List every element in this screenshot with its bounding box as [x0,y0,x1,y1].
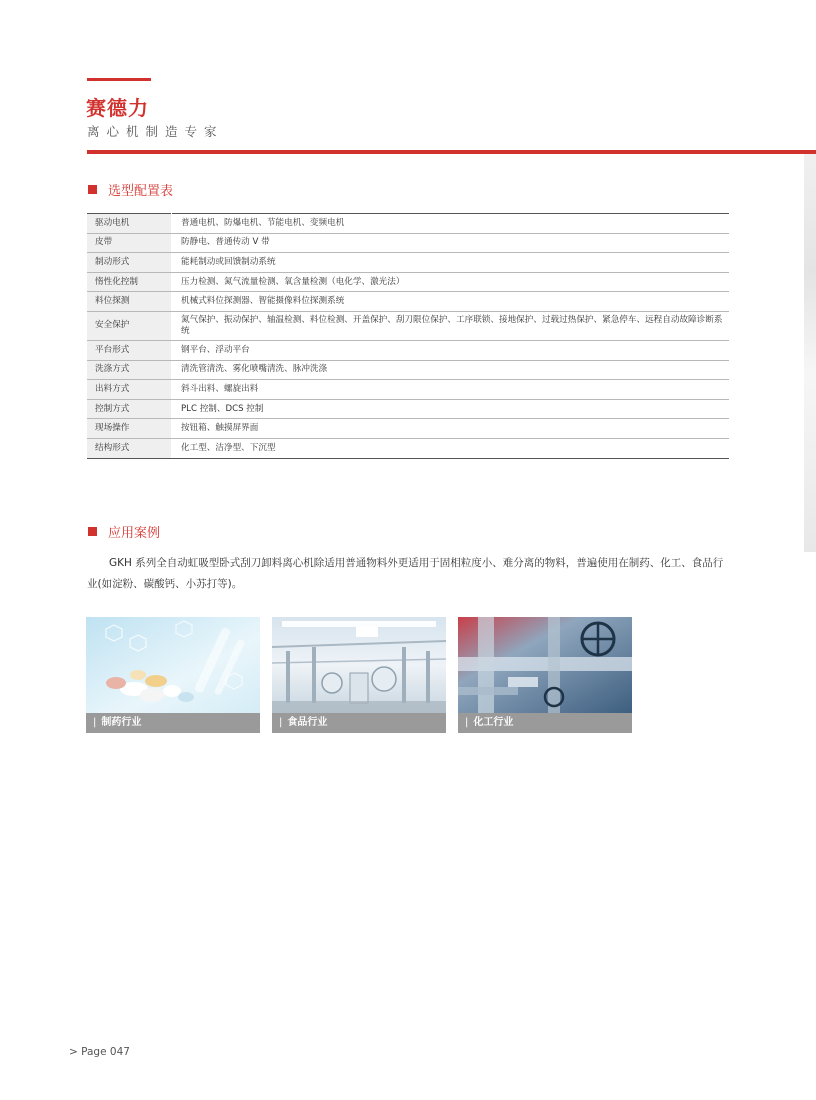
header-accent-bar [87,78,151,81]
table-row [87,340,729,360]
section-title-config-text: 选型配置表 [108,184,174,199]
config-value: 斜斗出料、螺旋出料 [172,380,730,400]
config-value: 能耗制动或回馈制动系统 [172,253,730,273]
table-row [87,233,729,253]
table-row [87,253,729,273]
config-value: 清洗管清洗、雾化喷嘴清洗、脉冲洗涤 [172,360,730,380]
pipe-divider-icon: | [279,717,283,728]
config-key: 料位探测 [87,292,172,312]
table-row [87,292,729,312]
config-table [87,213,729,459]
config-key: 安全保护 [87,311,172,340]
application-description: GKH 系列全自动虹吸型卧式刮刀卸料离心机除适用普通物料外更适用于固相粒度小、难分离的物料，普遍使用在制药、化工、食品行业(如淀粉、碳酸钙、小苏打等)。 [87,557,724,590]
config-key: 洗涤方式 [87,360,172,380]
config-key: 现场操作 [87,419,172,439]
case-label: 化工行业 [473,717,514,728]
square-bullet-icon [88,185,97,194]
header-divider [87,150,816,154]
brand-name: 赛德力 [86,96,149,120]
chemical-plant-photo [458,617,632,713]
case-label-bar [86,713,260,733]
config-value: 化工型、洁净型、下沉型 [172,438,730,458]
side-decorative-strip [804,154,816,552]
config-value: 按钮箱、触摸屏界面 [172,419,730,439]
table-row [87,438,729,458]
brand-slogan: 离心机制造专家 [87,124,224,139]
config-value: 防静电、普通传动 V 带 [172,233,730,253]
table-row [87,419,729,439]
config-key: 控制方式 [87,399,172,419]
food-factory-photo [272,617,446,713]
case-card-pharma [86,617,260,733]
config-key: 平台形式 [87,340,172,360]
config-value: 氮气保护、振动保护、轴温检测、料位检测、开盖保护、刮刀限位保护、工序联锁、接地保护、过载过热保护、紧急停车、远程自动故障诊断系统 [172,311,730,340]
table-row [87,360,729,380]
config-key: 出料方式 [87,380,172,400]
config-key: 惰性化控制 [87,272,172,292]
case-card-food [272,617,446,733]
case-label: 食品行业 [287,717,328,728]
table-row [87,380,729,400]
config-key: 结构形式 [87,438,172,458]
table-row [87,214,729,234]
pipe-divider-icon: | [465,717,469,728]
case-card-chemical [458,617,632,733]
pharma-photo [86,617,260,713]
section-title-cases [88,522,160,541]
section-title-cases-text: 应用案例 [108,526,161,541]
section-title-config [88,180,173,199]
case-label: 制药行业 [101,717,142,728]
table-row [87,272,729,292]
pipe-divider-icon: | [93,717,97,728]
case-label-bar [272,713,446,733]
config-key: 制动形式 [87,253,172,273]
config-key: 驱动电机 [87,214,172,234]
config-value: 压力检测、氮气流量检测、氧含量检测（电化学、激光法） [172,272,730,292]
case-label-bar [458,713,632,733]
config-value: 钢平台、浮动平台 [172,340,730,360]
config-value: 普通电机、防爆电机、节能电机、变频电机 [172,214,730,234]
config-value: 机械式料位探测器、智能摄像料位探测系统 [172,292,730,312]
square-bullet-icon [88,527,97,536]
page-number: > Page 047 [69,1046,130,1058]
table-row [87,311,729,340]
config-value: PLC 控制、DCS 控制 [172,399,730,419]
config-key: 皮带 [87,233,172,253]
table-row [87,399,729,419]
